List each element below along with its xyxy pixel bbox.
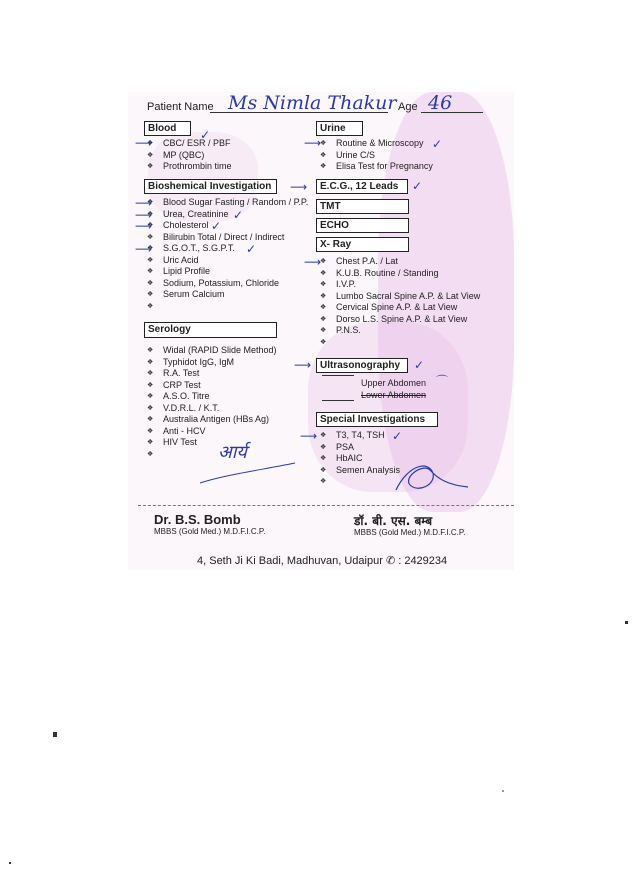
doctor-name-en: Dr. B.S. Bomb — [154, 512, 241, 527]
list-item: ❖ I.V.P. — [320, 279, 480, 291]
list-item: ❖ Australia Antigen (HBs Ag) — [147, 414, 277, 426]
special-heading: Special Investigations — [316, 412, 438, 427]
pen-strokes — [195, 455, 305, 490]
usg-heading: Ultrasonography — [316, 358, 408, 373]
check-mark-icon: ⟶ — [135, 219, 153, 233]
list-item: ❖ Serum Calcium — [147, 289, 308, 301]
biochem-list — [147, 197, 308, 301]
list-item: ❖ Uric Acid — [147, 255, 308, 267]
list-item: ❖ K.U.B. Routine / Standing — [320, 268, 480, 280]
check-mark-icon: ✓ — [412, 179, 423, 193]
tmt-heading: TMT — [316, 199, 409, 214]
check-mark-icon: ✓ — [432, 137, 443, 151]
handwritten-note: आर्य — [218, 442, 247, 463]
check-mark-icon: ⟶ — [135, 136, 153, 150]
urine-heading: Urine — [316, 121, 363, 136]
check-mark-icon: ⟶ — [300, 429, 318, 443]
patient-name-value: Ms Nimla Thakur — [228, 92, 397, 114]
list-item: ❖ Urine C/S — [320, 150, 433, 162]
xray-list — [320, 256, 480, 337]
list-item: ❖ Widal (RAPID Slide Method) — [147, 345, 277, 357]
list-item: ❖ Anti - HCV — [147, 426, 277, 438]
age-value: 46 — [428, 92, 453, 114]
patient-name-label: Patient Name — [147, 101, 214, 113]
age-label: Age — [398, 101, 418, 113]
list-item: ❖ Typhidot IgG, IgM — [147, 357, 277, 369]
speck — [9, 862, 11, 864]
list-item: ❖ HbAIC — [320, 453, 400, 465]
usg-lower: Lower Abdomen — [361, 390, 427, 400]
list-item: ❖ HIV Test — [147, 437, 277, 449]
list-item: ❖ V.D.R.L. / K.T. — [147, 403, 277, 415]
check-mark-icon: ✓ — [246, 242, 257, 256]
xray-heading: X- Ray — [316, 237, 409, 252]
ecg-heading: E.C.G., 12 Leads — [316, 179, 408, 194]
check-mark-icon: ✓ — [414, 358, 425, 372]
list-item: ❖ P.N.S. — [320, 325, 480, 337]
speck — [625, 621, 628, 624]
divider — [138, 505, 514, 506]
check-mark-icon: ✓ — [211, 219, 222, 233]
signature-icon — [388, 455, 488, 500]
list-item: ❖ T3, T4, TSH — [320, 430, 400, 442]
echo-heading: ECHO — [316, 218, 409, 233]
blood-heading: Blood — [144, 121, 191, 136]
list-item: ❖ Urea, Creatinine — [147, 209, 308, 221]
blood-list — [147, 138, 232, 173]
list-item: ❖ Bilirubin Total / Direct / Indirect — [147, 232, 308, 244]
check-mark-icon: ⟶ — [304, 255, 322, 269]
check-mark-icon: ✓ — [392, 429, 403, 443]
biochem-heading: Bioshemical Investigation — [144, 179, 277, 194]
list-item: ❖ R.A. Test — [147, 368, 277, 380]
usg-bracket — [322, 375, 354, 401]
speck — [53, 732, 57, 737]
serology-list — [147, 345, 277, 449]
doctor-qual-hi: MBBS (Gold Med.) M.D.F.I.C.P. — [354, 528, 466, 537]
list-item: ❖ Sodium, Potassium, Chloride — [147, 278, 308, 290]
doctor-qual-en: MBBS (Gold Med.) M.D.F.I.C.P. — [154, 527, 266, 536]
list-item: ❖ CRP Test — [147, 380, 277, 392]
list-item: ❖ Lipid Profile — [147, 266, 308, 278]
list-item: ❖ S.G.O.T., S.G.P.T. — [147, 243, 308, 255]
list-item: ❖ MP (QBC) — [147, 150, 232, 162]
list-item: ❖ CBC/ ESR / PBF — [147, 138, 232, 150]
speck — [502, 790, 504, 792]
list-item: ❖ Cholesterol — [147, 220, 308, 232]
list-item: ❖ Routine & Microscopy — [320, 138, 433, 150]
check-mark-icon: ⌒ — [436, 374, 449, 388]
check-mark-icon: ⟶ — [135, 208, 153, 222]
list-item: ❖ Elisa Test for Pregnancy — [320, 161, 433, 173]
check-mark-icon: ✓ — [233, 208, 244, 222]
list-item: ❖ Semen Analysis — [320, 465, 400, 477]
doctor-name-hi: डॉ. बी. एस. बम्ब — [354, 514, 433, 528]
check-mark-icon: ⟶ — [135, 242, 153, 256]
list-item: ❖ Lumbo Sacral Spine A.P. & Lat View — [320, 291, 480, 303]
serology-heading: Serology — [144, 322, 277, 338]
list-item: ❖ Prothrombin time — [147, 161, 232, 173]
list-item: ❖ Blood Sugar Fasting / Random / P.P. — [147, 197, 308, 209]
list-item: ❖ Cervical Spine A.P. & Lat View — [320, 302, 480, 314]
check-mark-icon: ✓ — [200, 128, 211, 142]
list-item: ❖ Chest P.A. / Lat — [320, 256, 480, 268]
list-item: ❖ PSA — [320, 442, 400, 454]
check-mark-icon: ⟶ — [290, 180, 308, 194]
check-mark-icon: ⟶ — [294, 358, 312, 372]
clinic-address: 4, Seth Ji Ki Badi, Madhuvan, Udaipur ✆ : 2429234 — [197, 555, 448, 567]
list-item: ❖ A.S.O. Titre — [147, 391, 277, 403]
check-mark-icon: ⟶ — [304, 136, 322, 150]
usg-upper: Upper Abdomen — [361, 378, 427, 388]
list-item: ❖ Dorso L.S. Spine A.P. & Lat View — [320, 314, 480, 326]
check-mark-icon: ⟶ — [135, 196, 153, 210]
urine-list — [320, 138, 433, 173]
